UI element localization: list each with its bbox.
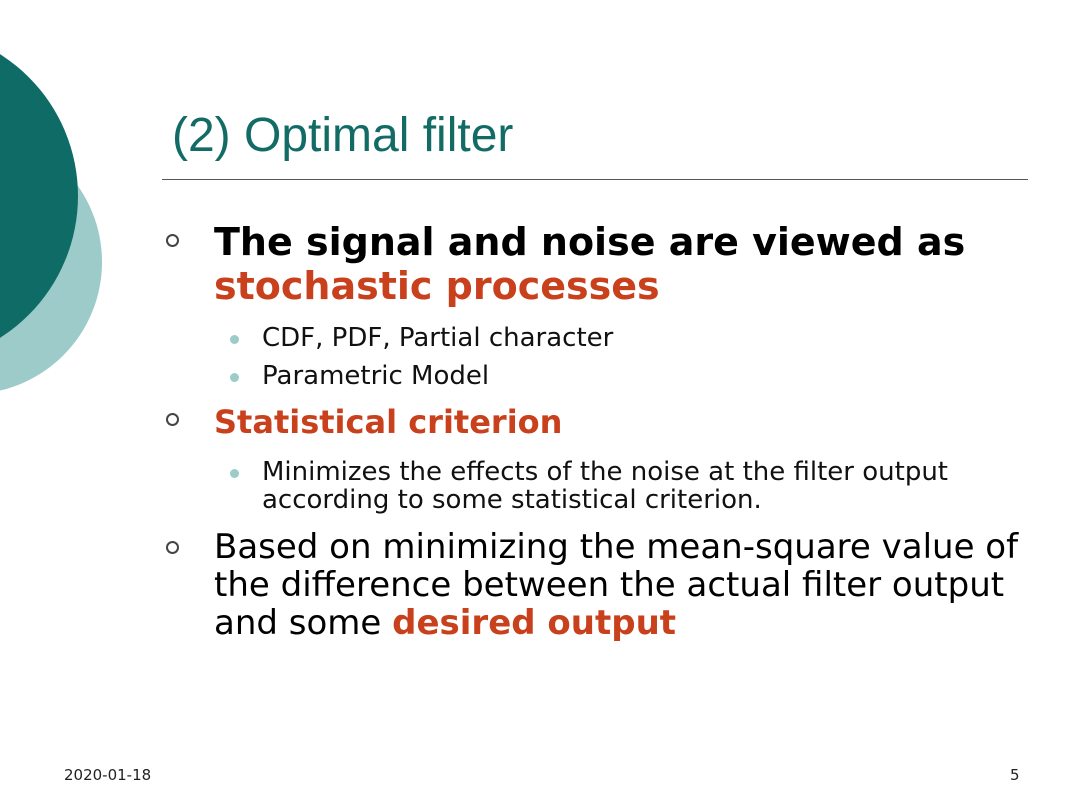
sub-bullet-minimizes [166, 458, 1026, 514]
bullet-text: Based on minimizing the mean-square value of the difference between the actual filter output and some [214, 527, 1019, 643]
hollow-circle-bullet-icon [166, 541, 179, 554]
bullet-mean-square [166, 528, 1026, 642]
sub-bullet-text: CDF, PDF, Partial character [262, 323, 614, 353]
title-divider [162, 179, 1028, 180]
dot-bullet-icon [230, 469, 239, 478]
bullet-accent-text: stochastic processes [214, 264, 660, 308]
bullet-statistical-criterion [166, 402, 1026, 442]
bullet-text: The signal and noise are viewed as [214, 220, 966, 264]
footer-date: 2020-01-18 [64, 766, 152, 784]
slide-body [166, 220, 1026, 642]
dot-bullet-icon [230, 335, 239, 344]
bullet-accent-text: desired output [392, 603, 677, 643]
sub-bullet-cdf [166, 324, 1026, 352]
hollow-circle-bullet-icon [166, 234, 179, 247]
sub-bullet-parametric [166, 362, 1026, 390]
bullet-stochastic [166, 220, 1026, 308]
dot-bullet-icon [230, 373, 239, 382]
page-number: 5 [1010, 766, 1020, 784]
bullet-accent-text: Statistical criterion [214, 403, 563, 441]
hollow-circle-bullet-icon [166, 413, 179, 426]
sub-bullet-text: Parametric Model [262, 361, 490, 391]
slide-title: (2) Optimal filter [172, 109, 514, 162]
decorative-circles [0, 0, 120, 420]
sub-bullet-text: Minimizes the effects of the noise at the filter output according to some statistical criterion. [262, 457, 949, 515]
